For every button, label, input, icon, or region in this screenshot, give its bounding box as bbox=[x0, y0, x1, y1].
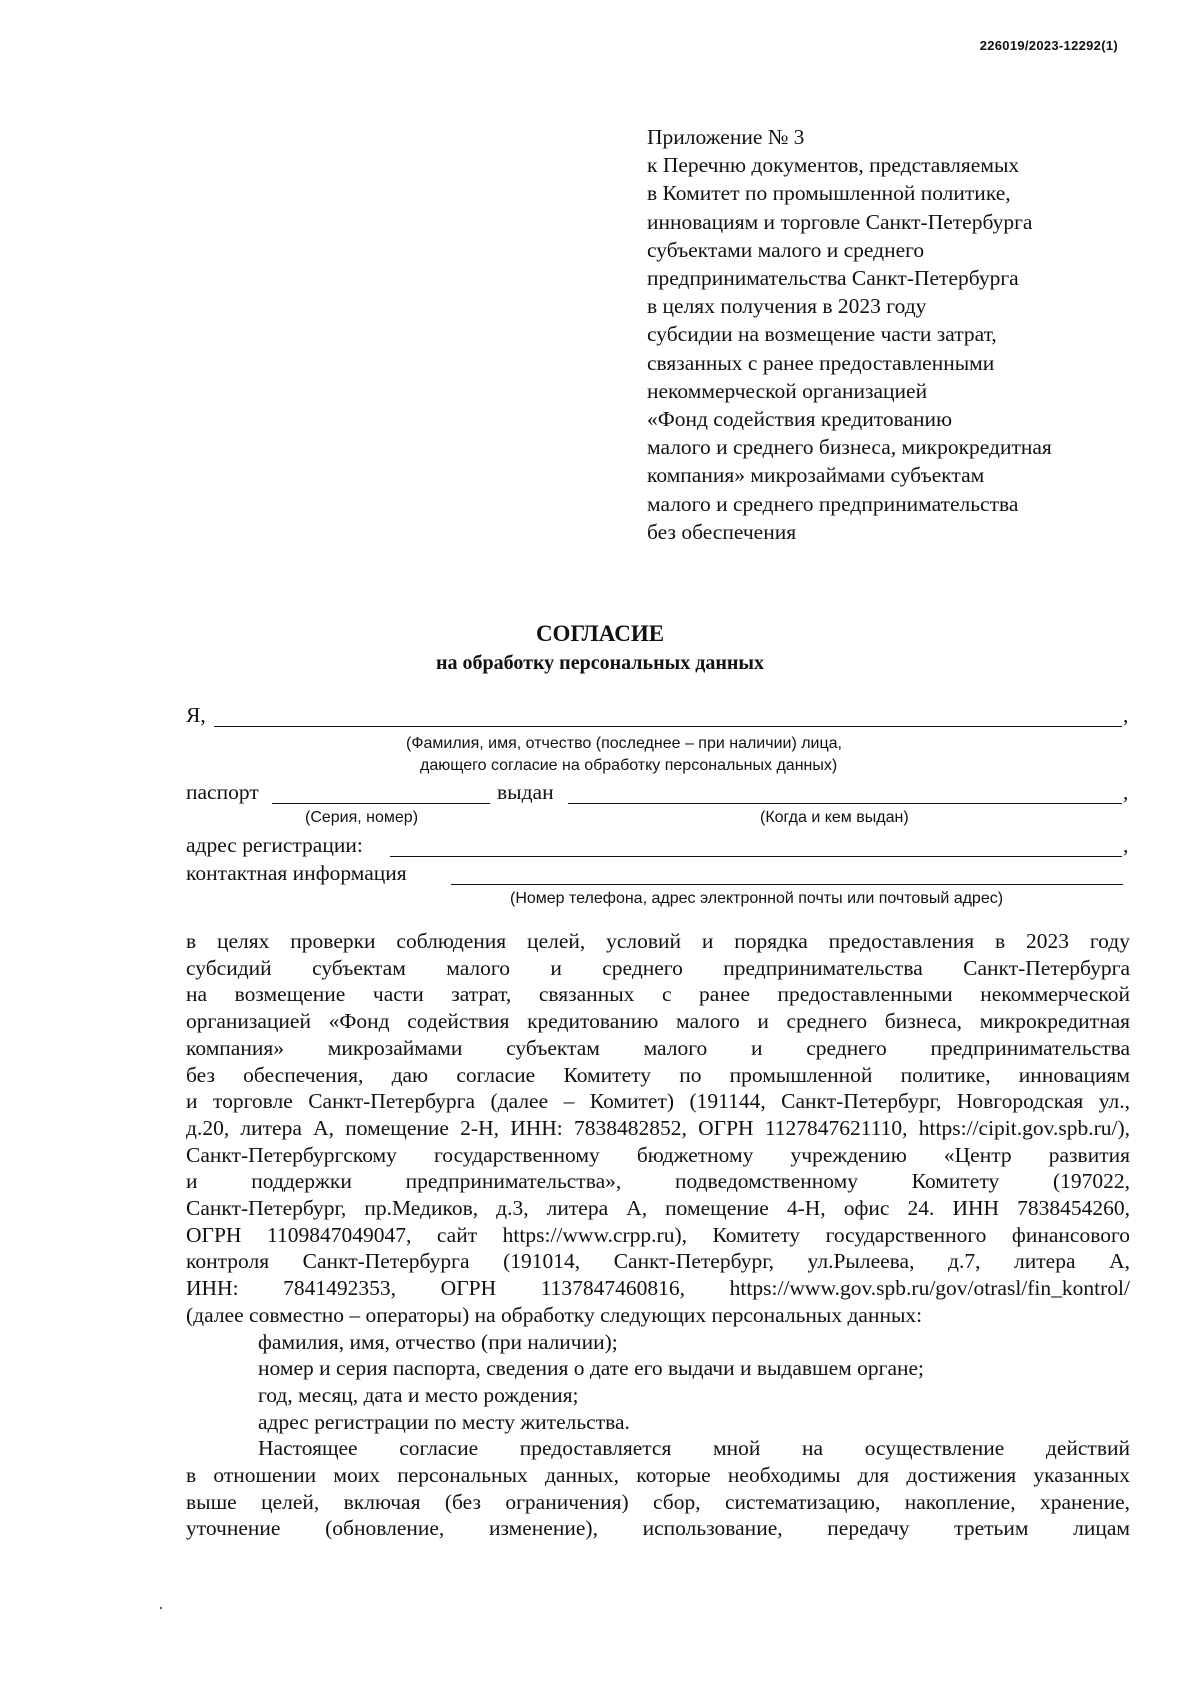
body-line: организацией «Фонд содействия кредитованию малого и среднего бизнеса, микрокредитная bbox=[186, 1009, 1130, 1034]
body-line: и торговле Санкт-Петербурга (далее – Комитет) (191144, Санкт-Петербург, Новгородская ул., bbox=[186, 1089, 1130, 1114]
body-line: Санкт-Петербург, пр.Медиков, д.3, литера А, помещение 4-Н, офис 24. ИНН 7838454260, bbox=[186, 1196, 1130, 1221]
body-line: компания» микрозаймами субъектам малого и среднего предпринимательства bbox=[186, 1035, 1130, 1060]
appendix-line: предпринимательства Санкт-Петербурга bbox=[647, 266, 1019, 291]
consent-body bbox=[186, 928, 1130, 1542]
contact-label: контактная информация bbox=[186, 861, 407, 885]
body-line: без обеспечения, даю согласие Комитету по промышленной политике, инновациям bbox=[186, 1062, 1130, 1087]
body-line: в целях проверки соблюдения целей, условий и порядка предоставления в 2023 году bbox=[186, 929, 1130, 953]
appendix-line: субъектами малого и среднего bbox=[647, 237, 925, 262]
name-field-line[interactable] bbox=[214, 726, 1122, 727]
appendix-line: некоммерческой организацией bbox=[647, 378, 928, 403]
passport-label: паспорт bbox=[186, 780, 259, 804]
passport-issued-field-line[interactable] bbox=[568, 803, 1122, 804]
appendix-line: в целях получения в 2023 году bbox=[647, 294, 927, 319]
body-line: и поддержки предпринимательства», подведомственному Комитету (197022, bbox=[186, 1169, 1130, 1194]
name-comma: , bbox=[1123, 703, 1129, 727]
contact-field-hint: (Номер телефона, адрес электронной почты или почтовый адрес) bbox=[510, 890, 1004, 907]
document-registration-number: 226019/2023-12292(1) bbox=[979, 38, 1118, 53]
name-field-hint-continued: дающего согласие на обработку персональных данных) bbox=[420, 757, 838, 774]
address-field-line[interactable] bbox=[390, 856, 1122, 857]
scan-speck bbox=[160, 1607, 162, 1609]
appendix-line: связанных с ранее предоставленными bbox=[647, 350, 995, 375]
body-line: Настоящее согласие предоставляется мной на осуществление действий bbox=[258, 1436, 1130, 1461]
data-list-item: год, месяц, дата и место рождения; bbox=[258, 1382, 579, 1407]
body-line: на возмещение части затрат, связанных с ранее предоставленными некоммерческой bbox=[186, 982, 1130, 1007]
body-line: выше целей, включая (без ограничения) сбор, систематизацию, накопление, хранение, bbox=[186, 1489, 1130, 1514]
name-label: Я, bbox=[186, 703, 206, 727]
document-subtitle: на обработку персональных данных bbox=[436, 652, 764, 674]
appendix-line: в Комитет по промышленной политике, bbox=[647, 181, 1011, 206]
passport-number-hint: (Серия, номер) bbox=[305, 809, 419, 826]
body-line: уточнение (обновление, изменение), использование, передачу третьим лицам bbox=[186, 1516, 1130, 1541]
appendix-line: Приложение № 3 bbox=[647, 125, 805, 149]
passport-issued-hint: (Когда и кем выдан) bbox=[760, 809, 909, 826]
issued-label: выдан bbox=[497, 780, 554, 804]
appendix-line: «Фонд содействия кредитованию bbox=[647, 407, 953, 432]
appendix-line: компания» микрозаймами субъектам bbox=[647, 463, 985, 488]
data-list-item: фамилия, имя, отчество (при наличии); bbox=[258, 1329, 618, 1354]
body-line: ОГРН 1109847049047, сайт https://www.crpp.ru), Комитету государственного финансового bbox=[186, 1222, 1130, 1247]
appendix-line: инновациям и торговле Санкт-Петербурга bbox=[647, 209, 1033, 234]
data-list-item: адрес регистрации по месту жительства. bbox=[258, 1409, 630, 1434]
appendix-block bbox=[647, 123, 1147, 546]
body-line: Санкт-Петербургскому государственному бюджетному учреждению «Центр развития bbox=[186, 1142, 1130, 1167]
body-line: д.20, литера А, помещение 2-Н, ИНН: 7838482852, ОГРН 1127847621110, https://cipit.gov.spb.ru/), bbox=[186, 1115, 1130, 1140]
appendix-line: субсидии на возмещение части затрат, bbox=[647, 322, 997, 347]
appendix-line: к Перечню документов, представляемых bbox=[647, 153, 1020, 178]
address-label: адрес регистрации: bbox=[186, 833, 363, 857]
document-title: СОГЛАСИЕ bbox=[535, 621, 665, 646]
appendix-line: малого и среднего бизнеса, микрокредитная bbox=[647, 435, 1052, 460]
passport-number-field-line[interactable] bbox=[272, 803, 490, 804]
body-line: ИНН: 7841492353, ОГРН 1137847460816, https://www.gov.spb.ru/gov/otrasl/fin_kontrol/ bbox=[186, 1276, 1130, 1301]
body-line: контроля Санкт-Петербурга (191014, Санкт-Петербург, ул.Рылеева, д.7, литера А, bbox=[186, 1249, 1130, 1274]
body-line: в отношении моих персональных данных, которые необходимы для достижения указанных bbox=[186, 1463, 1130, 1488]
address-comma: , bbox=[1123, 833, 1129, 857]
body-line: (далее совместно – операторы) на обработку следующих персональных данных: bbox=[186, 1302, 923, 1327]
appendix-line: без обеспечения bbox=[647, 519, 797, 544]
data-list-item: номер и серия паспорта, сведения о дате его выдачи и выдавшем органе; bbox=[258, 1356, 925, 1381]
appendix-line: малого и среднего предпринимательства bbox=[647, 491, 1019, 516]
contact-field-line[interactable] bbox=[451, 884, 1123, 885]
passport-comma: , bbox=[1123, 780, 1129, 804]
name-field-hint: (Фамилия, имя, отчество (последнее – при наличии) лица, bbox=[406, 735, 842, 752]
body-line: субсидий субъектам малого и среднего предпринимательства Санкт-Петербурга bbox=[186, 955, 1130, 980]
